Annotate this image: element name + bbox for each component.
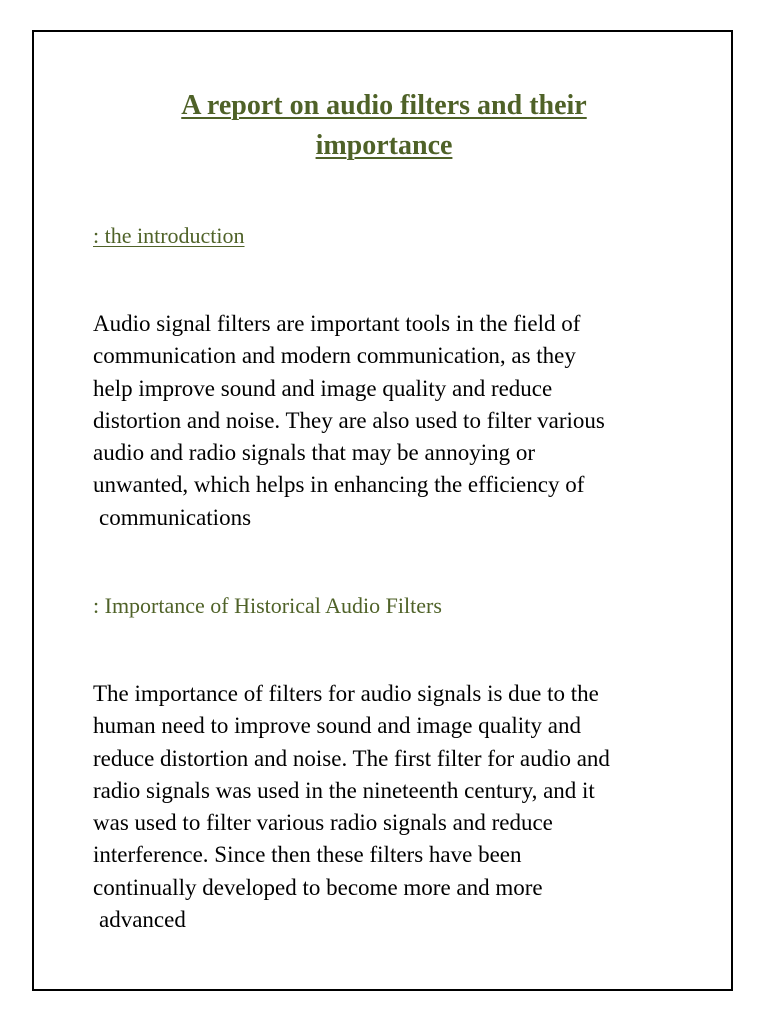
paragraph-line: communication and modern communication, as they bbox=[93, 343, 576, 369]
paragraph-line: interference. Since then these filters have been bbox=[93, 842, 522, 868]
paragraph-line: reduce distortion and noise. The first filter for audio and bbox=[93, 745, 610, 771]
document-title bbox=[0, 86, 768, 166]
section-heading-historical: : Importance of Historical Audio Filters bbox=[93, 593, 442, 618]
paragraph-line: audio and radio signals that may be annoying or bbox=[93, 440, 536, 466]
paragraph-line: distortion and noise. They are also used to filter various bbox=[93, 407, 605, 433]
paragraph-line: communications bbox=[99, 504, 252, 530]
paragraph-line: advanced bbox=[99, 907, 186, 933]
historical-paragraph bbox=[93, 678, 693, 936]
paragraph-line: unwanted, which helps in enhancing the efficiency of bbox=[93, 472, 585, 498]
introduction-paragraph bbox=[93, 308, 693, 534]
paragraph-line: continually developed to become more and more bbox=[93, 874, 543, 900]
paragraph-line: human need to improve sound and image quality and bbox=[93, 713, 581, 739]
title-line-1: A report on audio filters and their bbox=[181, 90, 587, 121]
paragraph-line: Audio signal filters are important tools in the field of bbox=[93, 311, 581, 336]
title-line-2: importance bbox=[315, 130, 453, 161]
paragraph-line: help improve sound and image quality and reduce bbox=[93, 375, 553, 401]
paragraph-line: was used to filter various radio signals and reduce bbox=[93, 810, 553, 836]
paragraph-line: The importance of filters for audio signals is due to the bbox=[93, 681, 599, 706]
section-heading-introduction: : the introduction bbox=[93, 223, 245, 248]
paragraph-line: radio signals was used in the nineteenth century, and it bbox=[93, 777, 595, 803]
